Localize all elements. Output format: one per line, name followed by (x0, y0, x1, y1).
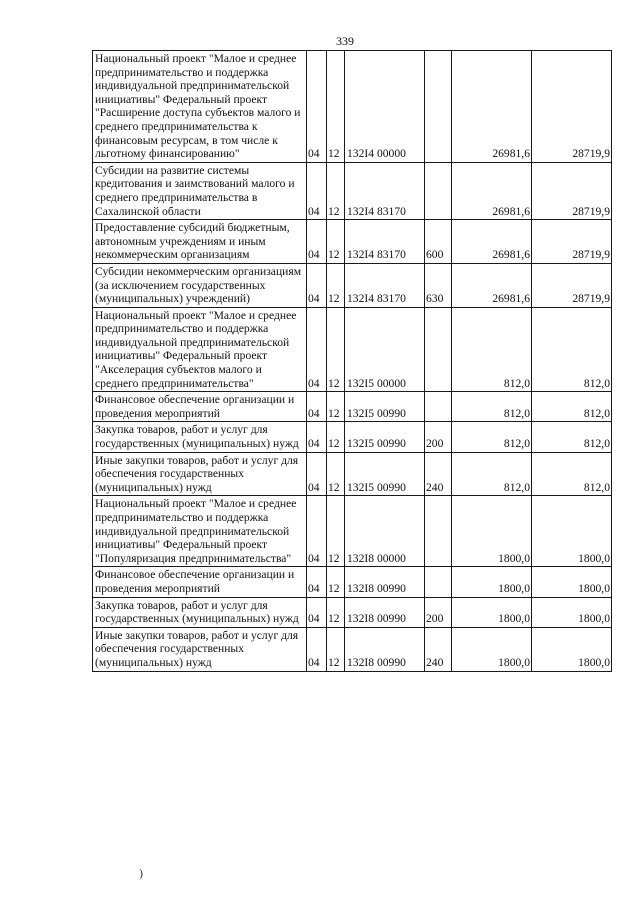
page-number: 339 (336, 34, 354, 48)
row-amount-1: 1800,0 (452, 567, 532, 597)
row-section-code: 04 (307, 422, 327, 452)
row-amount-1: 26981,6 (452, 162, 532, 219)
row-name: Иные закупки товаров, работ и услуг для обеспечения государственных (муниципальных) нужд (93, 452, 307, 496)
row-amount-1: 812,0 (452, 452, 532, 496)
row-section-code: 04 (307, 307, 327, 392)
row-target-article: 132I8 00990 (345, 597, 425, 627)
row-expense-type: 600 (425, 220, 452, 264)
row-subsection-code: 12 (327, 220, 345, 264)
row-target-article: 132I8 00990 (345, 567, 425, 597)
table-row (93, 496, 612, 567)
row-section-code: 04 (307, 597, 327, 627)
table-row (93, 263, 612, 307)
table-row (93, 392, 612, 422)
row-name: Иные закупки товаров, работ и услуг для обеспечения государственных (муниципальных) нужд (93, 627, 307, 671)
row-subsection-code: 12 (327, 452, 345, 496)
row-expense-type: 240 (425, 627, 452, 671)
row-target-article: 132I4 83170 (345, 162, 425, 219)
row-target-article: 132I8 00000 (345, 496, 425, 567)
row-expense-type: 630 (425, 263, 452, 307)
row-expense-type (425, 392, 452, 422)
row-name: Национальный проект "Малое и среднее предпринимательство и поддержка индивидуальной предпринимательской инициативы" Федеральный проект "Акселерация субъектов малого и среднего предпринимательства" (93, 307, 307, 392)
row-name: Финансовое обеспечение организации и проведения мероприятий (93, 392, 307, 422)
row-amount-2: 1800,0 (532, 567, 612, 597)
row-amount-2: 812,0 (532, 422, 612, 452)
row-name: Субсидии некоммерческим организациям (за исключением государственных (муниципальных) учреждений) (93, 263, 307, 307)
row-section-code: 04 (307, 452, 327, 496)
row-amount-1: 812,0 (452, 307, 532, 392)
budget-table-body (93, 51, 612, 672)
table-row (93, 597, 612, 627)
row-amount-2: 1800,0 (532, 496, 612, 567)
row-expense-type (425, 567, 452, 597)
row-amount-1: 812,0 (452, 422, 532, 452)
table-row (93, 422, 612, 452)
row-expense-type (425, 496, 452, 567)
row-subsection-code: 12 (327, 422, 345, 452)
row-expense-type: 240 (425, 452, 452, 496)
row-name: Национальный проект "Малое и среднее предпринимательство и поддержка индивидуальной предпринимательской инициативы" Федеральный проект "Популяризация предпринимательства" (93, 496, 307, 567)
table-row (93, 452, 612, 496)
row-expense-type (425, 162, 452, 219)
row-amount-2: 1800,0 (532, 627, 612, 671)
row-expense-type: 200 (425, 422, 452, 452)
row-target-article: 132I5 00990 (345, 392, 425, 422)
row-subsection-code: 12 (327, 51, 345, 163)
table-row (93, 307, 612, 392)
table-row (93, 567, 612, 597)
row-target-article: 132I4 83170 (345, 263, 425, 307)
row-expense-type (425, 307, 452, 392)
row-expense-type: 200 (425, 597, 452, 627)
row-target-article: 132I8 00990 (345, 627, 425, 671)
row-amount-1: 26981,6 (452, 220, 532, 264)
table-row (93, 627, 612, 671)
row-amount-1: 812,0 (452, 392, 532, 422)
row-subsection-code: 12 (327, 627, 345, 671)
row-amount-2: 812,0 (532, 307, 612, 392)
footer-mark: ) (139, 866, 143, 880)
row-amount-1: 1800,0 (452, 597, 532, 627)
row-section-code: 04 (307, 220, 327, 264)
row-amount-1: 26981,6 (452, 263, 532, 307)
row-amount-2: 812,0 (532, 392, 612, 422)
table-row (93, 162, 612, 219)
row-amount-2: 28719,9 (532, 162, 612, 219)
budget-table (92, 50, 612, 672)
row-subsection-code: 12 (327, 567, 345, 597)
row-section-code: 04 (307, 496, 327, 567)
row-name: Предоставление субсидий бюджетным, автономным учреждениям и иным некоммерческим организациям (93, 220, 307, 264)
row-name: Закупка товаров, работ и услуг для государственных (муниципальных) нужд (93, 597, 307, 627)
row-section-code: 04 (307, 162, 327, 219)
row-amount-1: 1800,0 (452, 627, 532, 671)
table-row (93, 220, 612, 264)
row-amount-2: 812,0 (532, 452, 612, 496)
row-amount-1: 26981,6 (452, 51, 532, 163)
row-expense-type (425, 51, 452, 163)
row-subsection-code: 12 (327, 263, 345, 307)
row-name: Финансовое обеспечение организации и проведения мероприятий (93, 567, 307, 597)
row-target-article: 132I5 00000 (345, 307, 425, 392)
row-subsection-code: 12 (327, 496, 345, 567)
row-section-code: 04 (307, 567, 327, 597)
row-subsection-code: 12 (327, 392, 345, 422)
row-amount-2: 28719,9 (532, 51, 612, 163)
row-target-article: 132I5 00990 (345, 422, 425, 452)
row-target-article: 132I4 83170 (345, 220, 425, 264)
table-row (93, 51, 612, 163)
row-target-article: 132I4 00000 (345, 51, 425, 163)
row-subsection-code: 12 (327, 307, 345, 392)
row-subsection-code: 12 (327, 597, 345, 627)
row-amount-2: 1800,0 (532, 597, 612, 627)
row-section-code: 04 (307, 263, 327, 307)
row-section-code: 04 (307, 51, 327, 163)
row-name: Национальный проект "Малое и среднее предпринимательство и поддержка индивидуальной предпринимательской инициативы" Федеральный проект "Расширение доступа субъектов малого и среднего предпринимательства к финансовым ресурсам, в том числе к льготному финансированию" (93, 51, 307, 163)
row-amount-1: 1800,0 (452, 496, 532, 567)
row-amount-2: 28719,9 (532, 220, 612, 264)
row-amount-2: 28719,9 (532, 263, 612, 307)
row-name: Закупка товаров, работ и услуг для государственных (муниципальных) нужд (93, 422, 307, 452)
row-subsection-code: 12 (327, 162, 345, 219)
row-section-code: 04 (307, 627, 327, 671)
row-target-article: 132I5 00990 (345, 452, 425, 496)
row-name: Субсидии на развитие системы кредитования и заимствований малого и среднего предпринимательства в Сахалинской области (93, 162, 307, 219)
row-section-code: 04 (307, 392, 327, 422)
